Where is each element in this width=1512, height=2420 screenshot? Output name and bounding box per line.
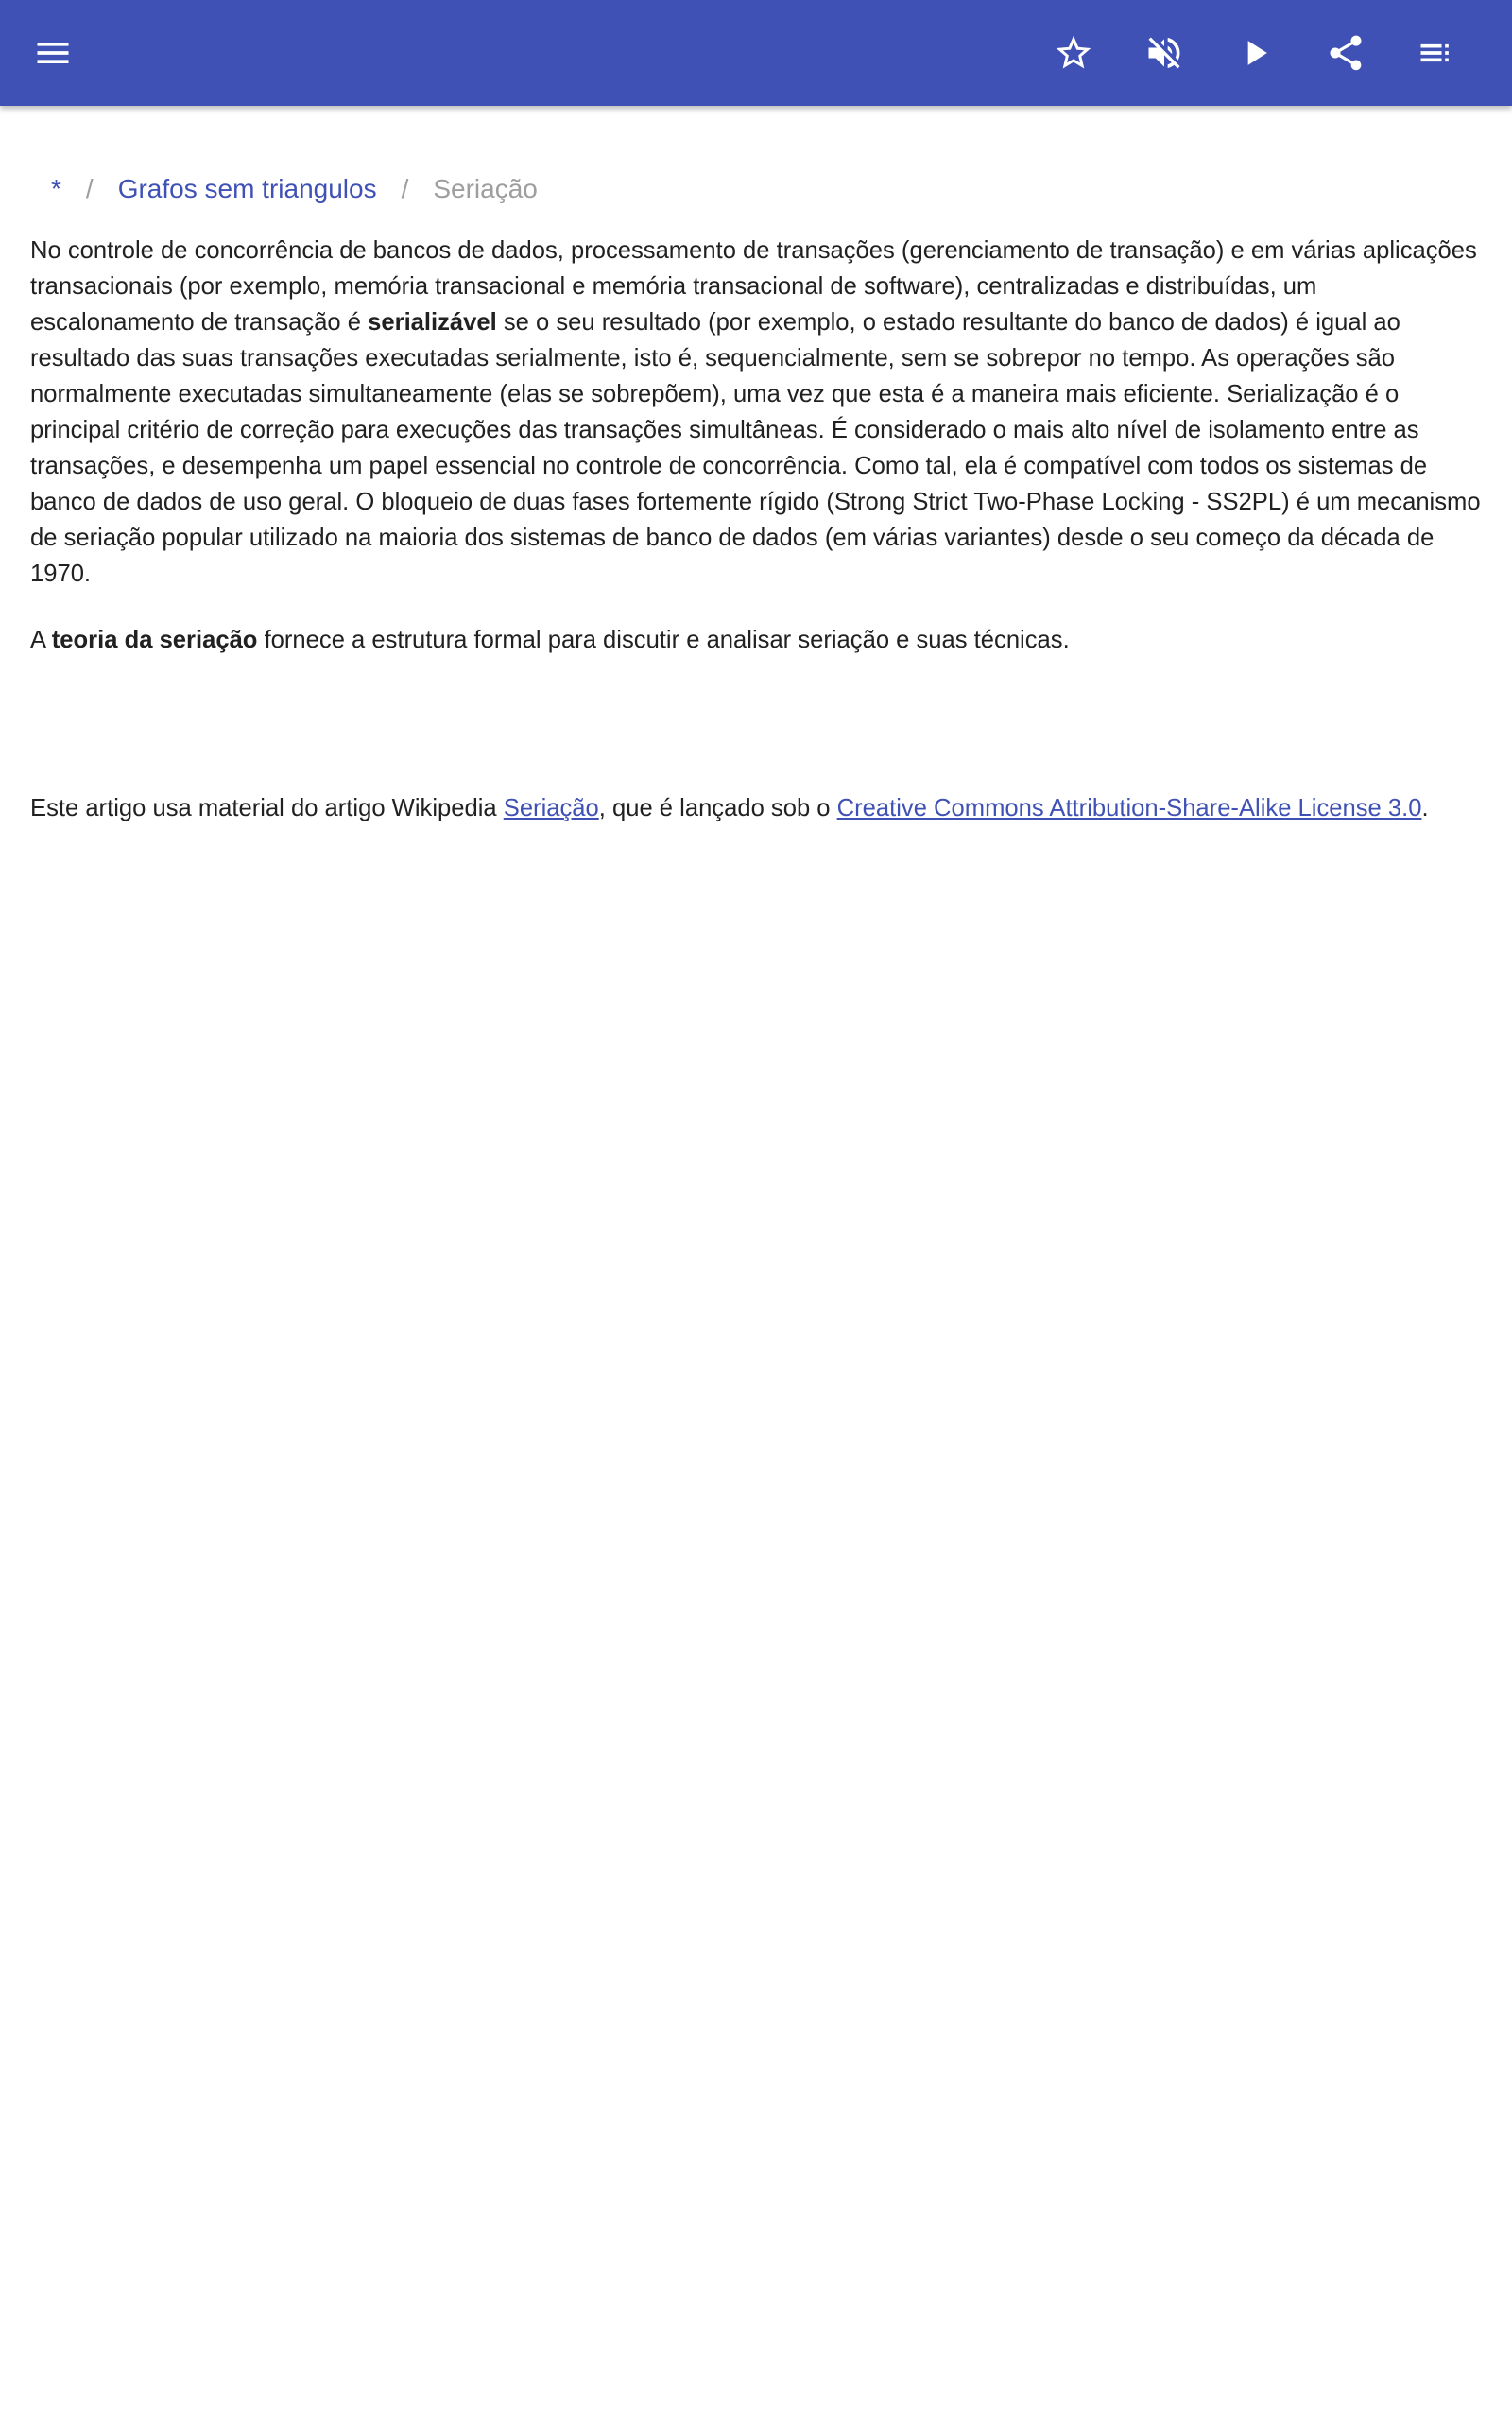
attribution-text: Este artigo usa material do artigo Wikipedia <box>30 795 504 821</box>
playlist-icon <box>1416 32 1457 74</box>
breadcrumb-home-link[interactable]: * <box>51 174 61 203</box>
play-icon <box>1234 32 1276 74</box>
paragraph-text: No controle de concorrência de bancos de dados, processamento de transações (gerenciamento de transação) e em várias aplicações transacionais (por exemplo, memória transacional e memória transacional de software), centralizadas e distribuídas, um escalonamento de transação é <box>30 237 1477 336</box>
favorite-button[interactable] <box>1043 23 1104 83</box>
contents-button[interactable] <box>1406 23 1467 83</box>
play-button[interactable] <box>1225 23 1285 83</box>
paragraph-text: fornece a estrutura formal para discutir e analisar seriação e suas técnicas. <box>257 627 1070 653</box>
breadcrumb-separator: / <box>85 174 94 203</box>
breadcrumb-parent-link[interactable]: Grafos sem triangulos <box>117 174 377 203</box>
share-button[interactable] <box>1315 23 1376 83</box>
bold-term: teoria da seriação <box>51 627 258 653</box>
license-link[interactable]: Creative Commons Attribution-Share-Alike License 3.0 <box>836 795 1422 821</box>
wikipedia-article-link[interactable]: Seriação <box>503 795 599 821</box>
paragraph-text: A <box>30 627 52 653</box>
article-paragraph <box>30 233 1482 592</box>
article-content <box>30 106 1482 826</box>
attribution-text: , que é lançado sob o <box>598 795 837 821</box>
menu-button[interactable] <box>23 23 83 83</box>
menu-icon <box>32 32 74 74</box>
share-icon <box>1325 32 1366 74</box>
attribution-notice <box>30 790 1482 826</box>
bold-term: serializável <box>368 309 497 336</box>
star-outline-icon <box>1053 32 1094 74</box>
mute-button[interactable] <box>1134 23 1194 83</box>
attribution-text: . <box>1421 795 1429 821</box>
breadcrumb <box>30 170 1482 208</box>
app-bar <box>0 0 1512 106</box>
breadcrumb-current: Seriação <box>433 174 538 203</box>
breadcrumb-separator: / <box>401 174 409 203</box>
article-paragraph <box>30 622 1482 658</box>
volume-off-icon <box>1143 32 1185 74</box>
paragraph-text: se o seu resultado (por exemplo, o estado resultante do banco de dados) é igual ao resultado das suas transações executadas serialmente, isto é, sequencialmente, sem se sobrepor no tempo. As operações são normalmente executadas simultaneamente (elas se sobrepõem), uma vez que esta é a maneira mais eficiente. Serialização é o principal critério de correção para execuções das transações simultâneas. É considerado o mais alto nível de isolamento entre as transações, e desempenha um papel essencial no controle de concorrência. Como tal, ela é compatível com todos os sistemas de banco de dados de uso geral. O bloqueio de duas fases fortemente rígido (Strong Strict Two-Phase Locking - SS2PL) é um mecanismo de seriação popular utilizado na maioria dos sistemas de banco de dados (em várias variantes) desde o seu começo da década de 1970. <box>30 309 1481 587</box>
